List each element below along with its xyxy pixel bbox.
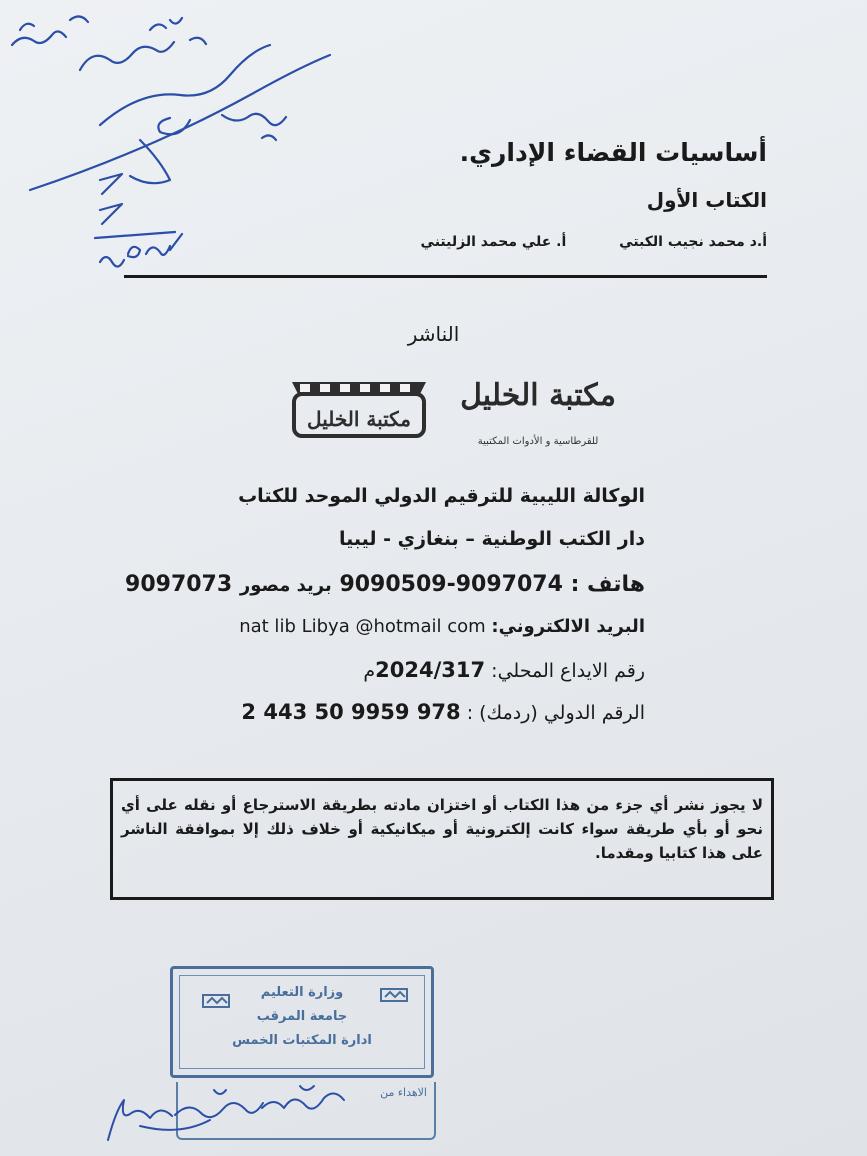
stamp-line-2: جامعة المرقب: [256, 1009, 348, 1024]
phone-line: [125, 572, 645, 597]
publisher-logo-badge-text: مكتبة الخليل: [307, 407, 411, 431]
publisher-logo-name: مكتبة الخليل: [460, 378, 616, 413]
book-title: أساسيات القضاء الإداري.: [459, 138, 767, 167]
phone-numbers: 9097074-9090509: [339, 572, 563, 597]
email-label: البريد الالكتروني:: [491, 616, 645, 637]
isbn-line: [241, 700, 645, 724]
deposit-line: [363, 658, 645, 682]
phone-label: هاتف :: [570, 572, 645, 597]
publisher-logo-tagline: للقرطاسية و الأدوات المكتبية: [477, 436, 599, 447]
stamp-line-3: ادارة المكتبات الخمس: [232, 1033, 372, 1048]
national-library: دار الكتب الوطنية – بنغازي - ليبيا: [339, 528, 645, 550]
author-1: أ.د محمد نجيب الكبتي: [619, 234, 767, 250]
authors: [373, 234, 767, 250]
publisher-logo-icon: [288, 376, 430, 440]
deposit-suffix: م: [363, 660, 376, 682]
stamp-footer-label: الاهداء من: [380, 1086, 427, 1099]
postal-number: 9097073: [125, 572, 233, 597]
book-subtitle: الكتاب الأول: [646, 188, 767, 212]
postal-label: بريد مصور: [239, 575, 332, 596]
isbn-label: الرقم الدولي (ردمك) :: [466, 702, 645, 724]
copyright-notice: لا يجوز نشر أي جزء من هذا الكتاب أو اختزان مادته بطريقة الاسترجاع أو نقله على أي نحو أو بأي طريقة سواء كانت إلكترونية أو ميكانيكية أو خلاف ذلك إلا بموافقة الناشر على هذا كتابيا ومقدما.: [110, 778, 774, 900]
email-value: nat lib Libya @hotmail com: [239, 616, 486, 637]
deposit-value: 2024/317: [375, 658, 486, 682]
email-line: [239, 616, 645, 637]
library-stamp: [170, 966, 434, 1078]
publisher-label: الناشر: [407, 322, 460, 346]
isbn-agency: الوكالة الليبية للترقيم الدولي الموحد للكتاب: [238, 485, 645, 507]
isbn-value: 978 9959 50 443 2: [241, 700, 461, 724]
stamp-line-1: وزارة التعليم: [260, 985, 344, 1000]
divider-line: [124, 275, 767, 278]
author-2: أ. علي محمد الزليتني: [420, 234, 567, 250]
deposit-label: رقم الايداع المحلي:: [491, 660, 645, 682]
